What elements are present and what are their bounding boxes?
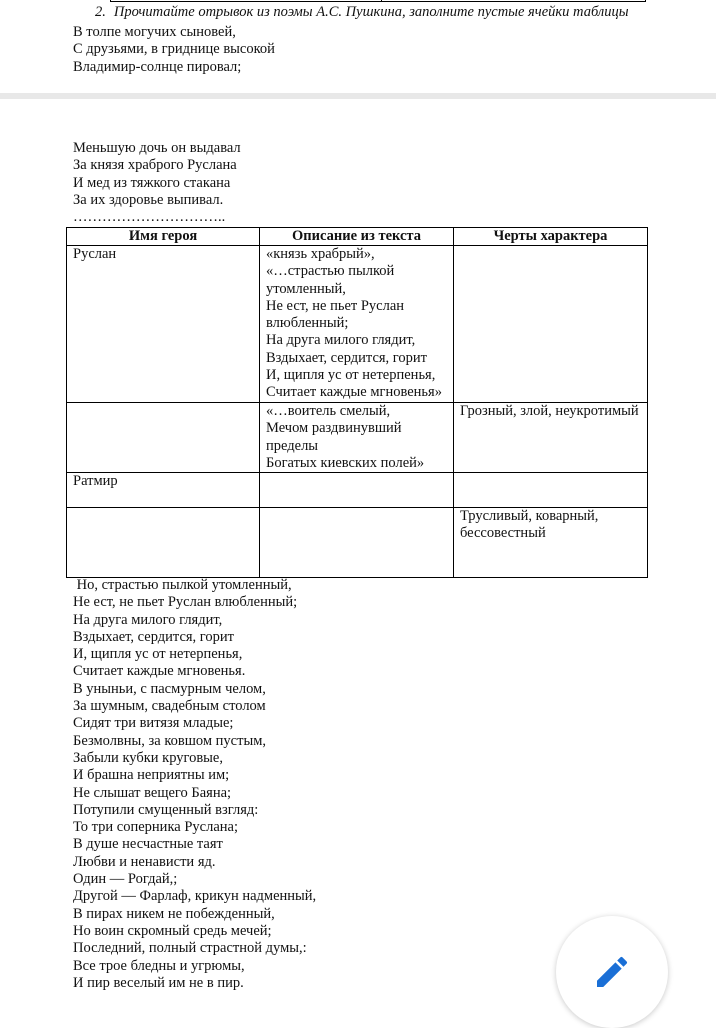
- description-line: «…воитель смелый,: [266, 403, 391, 419]
- poem-line: Все трое бледны и угрюмы,: [73, 957, 245, 974]
- poem-line: Последний, полный страстной думы,:: [73, 940, 307, 957]
- description-line: Мечом раздвинувший пределы: [266, 420, 402, 454]
- poem-line: Считает каждые мгновенья.: [73, 663, 246, 680]
- poem-line: На друга милого глядит,: [73, 611, 223, 628]
- description-line: Богатых киевских полей»: [266, 454, 425, 471]
- poem-line: Владимир-солнце пировал;: [73, 58, 242, 75]
- poem-line: Не слышат вещего Баяна;: [73, 784, 232, 801]
- column-header-traits: Черты характера: [454, 228, 648, 246]
- cell-traits: Грозный, злой, неукротимый: [454, 403, 648, 473]
- poem-line: В душе несчастные таят: [73, 836, 223, 853]
- table-row: [67, 473, 648, 508]
- cell-description: [260, 403, 454, 473]
- description-line: Не ест, не пьет Руслан влюбленный;: [266, 297, 405, 332]
- poem-line: За шумным, свадебным столом: [73, 698, 266, 715]
- cell-traits[interactable]: [454, 246, 648, 403]
- column-header-description: Описание из текста: [260, 228, 454, 246]
- column-header-name: Имя героя: [67, 228, 260, 246]
- poem-line: Меньшую дочь он выдавал: [73, 140, 241, 156]
- poem-line: …………………………..: [73, 209, 226, 226]
- heroes-table: [66, 227, 648, 578]
- task-number: 2.: [95, 4, 106, 20]
- poem-line: Вздыхает, сердится, горит: [73, 628, 234, 645]
- poem-line: Один — Рогдай,;: [73, 871, 178, 888]
- cell-name: Ратмир: [67, 473, 260, 508]
- poem-line: Но, страстью пылкой утомленный,: [73, 577, 292, 593]
- cell-traits: Трусливый, коварный, бессовестный: [454, 508, 648, 578]
- page-break: [0, 93, 716, 99]
- poem-line: В пирах никем не побежденный,: [73, 905, 275, 922]
- cell-description: [260, 246, 454, 403]
- cell-name[interactable]: [67, 403, 260, 473]
- table-row: [67, 508, 648, 578]
- poem-line: И, щипля ус от нетерпенья,: [73, 646, 243, 663]
- poem-line: И мед из тяжкого стакана: [73, 174, 231, 191]
- task-text: Прочитайте отрывок из поэмы А.С. Пушкина, заполните пустые ячейки таблицы: [113, 4, 629, 20]
- poem-line: Не ест, не пьет Руслан влюбленный;: [73, 594, 298, 611]
- poem-line: За их здоровье выпивал.: [73, 191, 224, 208]
- poem-mid: [73, 140, 241, 226]
- page-one: [0, 0, 716, 93]
- poem-line: То три соперника Руслана;: [73, 819, 238, 836]
- table-header-row: [67, 228, 648, 246]
- cell-name: Руслан: [67, 246, 260, 403]
- poem-line: В толпе могучих сыновей,: [73, 24, 236, 40]
- cell-name[interactable]: [67, 508, 260, 578]
- cell-description[interactable]: [260, 473, 454, 508]
- poem-line: Сидят три витязя младые;: [73, 715, 234, 732]
- poem-line: И пир веселый им не в пир.: [73, 974, 244, 991]
- poem-line: И брашна неприятны им;: [73, 767, 230, 784]
- edit-button[interactable]: [556, 916, 668, 1028]
- poem-top: [73, 24, 275, 76]
- poem-line: Безмолвны, за ковшом пустым,: [73, 732, 266, 749]
- poem-bottom: [73, 577, 316, 992]
- poem-line: За князя храброго Руслана: [73, 157, 237, 174]
- description-line: «князь храбрый»,: [266, 246, 375, 262]
- previous-table-bottom: [110, 0, 646, 2]
- poem-line: Но воин скромный средь мечей;: [73, 922, 272, 939]
- poem-line: Любви и ненависти яд.: [73, 853, 216, 870]
- task-heading: [95, 4, 629, 21]
- description-line: «…страстью пылкой утомленный,: [266, 263, 395, 297]
- poem-line: С друзьями, в гриднице высокой: [73, 41, 275, 58]
- table-row: [67, 246, 648, 403]
- poem-line: Потупили смущенный взгляд:: [73, 801, 259, 818]
- pencil-icon: [592, 952, 632, 992]
- cell-description[interactable]: [260, 508, 454, 578]
- table-row: [67, 403, 648, 473]
- poem-line: Забыли кубки круговые,: [73, 749, 223, 766]
- poem-line: В уныньи, с пасмурным челом,: [73, 680, 266, 697]
- description-line: Вздыхает, сердится, горит: [266, 349, 427, 366]
- cell-traits[interactable]: [454, 473, 648, 508]
- description-line: И, щипля ус от нетерпенья,: [266, 367, 436, 384]
- description-line: На друга милого глядит,: [266, 332, 416, 349]
- description-line: Считает каждые мгновенья»: [266, 384, 442, 401]
- poem-line: Другой — Фарлаф, крикун надменный,: [73, 888, 317, 905]
